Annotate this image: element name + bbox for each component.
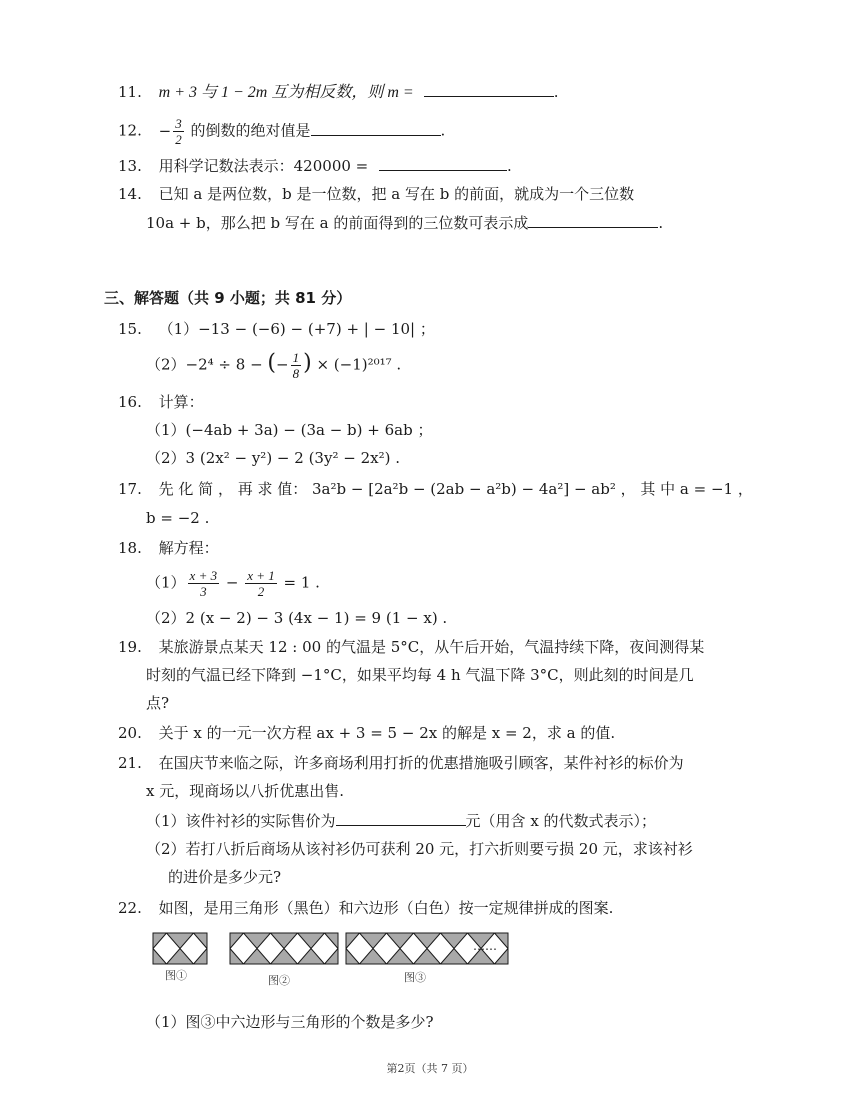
- question-text: 关于 x 的一元一次方程 ax + 3 = 5 − 2x 的解是 x = 2，求 a 的值.: [158, 724, 616, 742]
- figure-1-pattern: [153, 933, 207, 964]
- question-number: 13.: [118, 157, 142, 175]
- question-17-line2: b = −2 .: [146, 509, 210, 527]
- question-19-line2: 时刻的气温已经下降到 −1°C，如果平均每 4 h 气温下降 3°C，则此刻的时间是几: [146, 666, 694, 684]
- part-1-text: （1）该件衬衫的实际售价为: [146, 812, 336, 830]
- question-text-line1: 先 化 简 ， 再 求 值： 3a²b − [2a²b − (2ab − a²b) − 4a²] − ab² ， 其 中 a = −1 ，: [158, 480, 753, 498]
- question-number: 21.: [118, 754, 142, 772]
- question-21-part-2: （2）若打八折后商场从该衬衫仍可获利 20 元，打六折则要亏损 20 元，求该衬衫: [146, 840, 693, 858]
- question-text: 用科学记数法表示：420000 =: [158, 157, 374, 175]
- question-number: 11.: [118, 83, 142, 101]
- question-text: m + 3 与 1 − 2m 互为相反数，则 m =: [158, 84, 418, 101]
- question-18-part-2: （2）2 (x − 2) − 3 (4x − 1) = 9 (1 − x) .: [146, 609, 448, 627]
- question-21-line2: x 元，现商场以八折优惠出售.: [146, 782, 344, 800]
- fraction-denominator: 2: [257, 584, 265, 599]
- question-number: 18.: [118, 539, 142, 557]
- right-paren: ): [303, 350, 312, 376]
- question-title: 计算：: [158, 393, 204, 411]
- fraction-denominator: 8: [292, 366, 300, 381]
- part-1: （1）−13 − (−6) − (+7) + | − 10| ；: [158, 320, 435, 338]
- question-text-line1: 已知 a 是两位数，b 是一位数，把 a 写在 b 的前面，就成为一个三位数: [158, 185, 635, 203]
- figure-3-caption: 图③: [404, 971, 426, 984]
- question-number: 14.: [118, 185, 142, 203]
- figure-2-pattern: [230, 933, 338, 964]
- part-2-text: （2）−2⁴ ÷ 8 −: [146, 355, 268, 374]
- continuation-dots: ……: [473, 939, 497, 953]
- period: .: [507, 157, 512, 175]
- fraction-denominator: 2: [175, 132, 182, 147]
- left-paren: (: [267, 350, 277, 376]
- question-number: 22.: [118, 899, 142, 917]
- question-number: 19.: [118, 638, 142, 656]
- question-16-part-2: （2）3 (2x² − y²) − 2 (3y² − 2x²) .: [146, 449, 400, 467]
- question-19-line3: 点?: [146, 694, 170, 712]
- question-text: 如图，是用三角形（黑色）和六边形（白色）按一定规律拼成的图案.: [158, 899, 614, 917]
- question-22-part-1: （1）图③中六边形与三角形的个数是多少?: [146, 1013, 434, 1031]
- fraction-numerator: x + 1: [247, 568, 275, 583]
- question-text-line1: 某旅游景点某天 12 : 00 的气温是 5°C，从午后开始，气温持续下降，夜间测得某: [158, 638, 705, 656]
- fraction-numerator: x + 3: [189, 568, 218, 583]
- fraction-denominator: 3: [200, 584, 207, 599]
- section-heading: 三、解答题（共 9 小题；共 81 分）: [104, 289, 352, 307]
- question-number: 15.: [118, 320, 142, 338]
- minus-sign: −: [158, 121, 172, 140]
- period: .: [553, 83, 559, 101]
- part-2-text-tail: × (−1)²⁰¹⁷ .: [311, 355, 402, 374]
- question-number: 17.: [118, 480, 142, 498]
- question-text: 的倒数的绝对值是: [185, 121, 311, 140]
- part-label: （1）: [146, 573, 186, 592]
- question-text-line2: 10a + b，那么把 b 写在 a 的前面得到的三位数可表示成: [146, 214, 529, 232]
- minus-sign: −: [221, 573, 244, 592]
- question-number: 16.: [118, 393, 142, 411]
- figure-2-caption: 图②: [268, 974, 290, 987]
- equation-tail: = 1 .: [278, 573, 320, 592]
- part-1-text-tail: 元（用含 x 的代数式表示）；: [465, 812, 657, 830]
- question-16-part-1: （1）(−4ab + 3a) − (3a − b) + 6ab ；: [146, 421, 433, 439]
- question-number: 20.: [118, 724, 142, 742]
- question-21-part-2-line2: 的进价是多少元?: [168, 868, 282, 886]
- question-title: 解方程：: [158, 539, 219, 557]
- period: .: [440, 121, 446, 140]
- fraction-numerator: 1: [292, 350, 300, 365]
- question-text-line1: 在国庆节来临之际，许多商场利用打折的优惠措施吸引顾客，某件衬衫的标价为: [158, 754, 684, 772]
- fraction-numerator: 3: [175, 116, 182, 131]
- figure-1-caption: 图①: [165, 969, 187, 982]
- question-number: 12.: [118, 121, 142, 140]
- page-footer: 第2页（共 7 页）: [386, 1062, 474, 1075]
- minus-sign: −: [276, 355, 289, 374]
- period: .: [658, 214, 664, 232]
